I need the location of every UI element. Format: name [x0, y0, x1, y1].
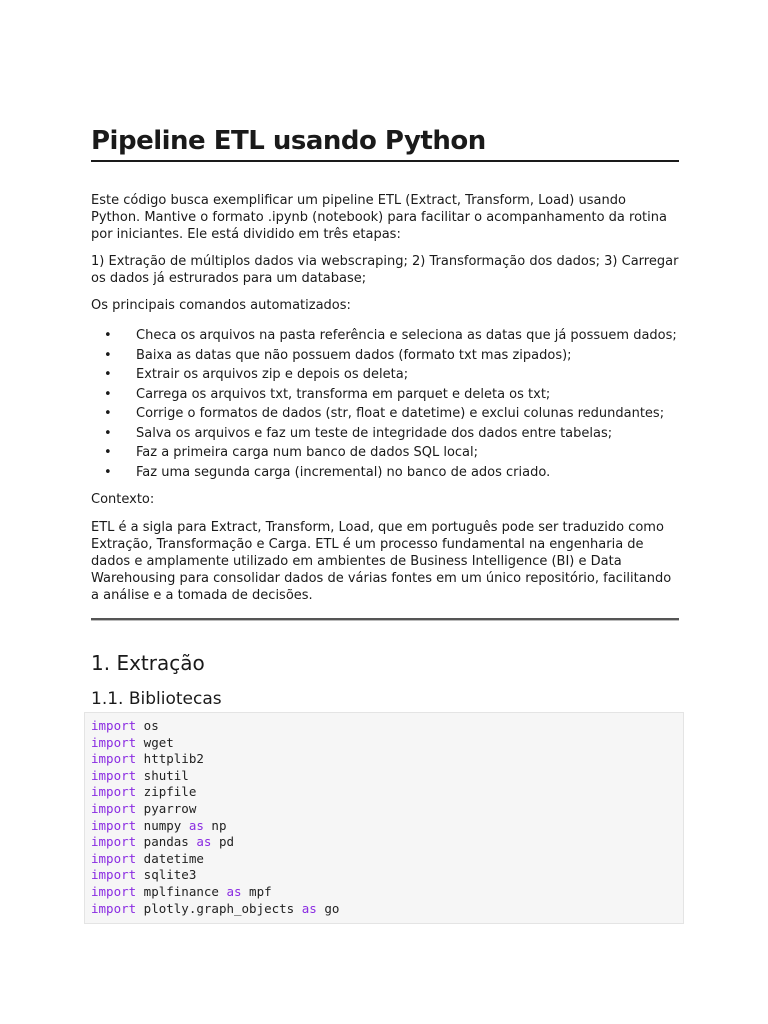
intro-paragraph: Este código busca exemplificar um pipeline ETL (Extract, Transform, Load) usando Python. Mantive o formato .ipynb (notebook) para facilitar o acompanhamento da rotina por iniciantes. Ele está dividido em três etapas: [91, 193, 667, 242]
code-line: import sqlite3 [91, 867, 197, 883]
code-line: import pyarrow [91, 800, 197, 816]
code-line: import httplib2 [91, 751, 204, 767]
code-line: import numpy as np [91, 817, 227, 833]
code-line: import wget [91, 734, 174, 750]
bullet-icon: • [104, 347, 112, 363]
code-line: import pandas as pd [91, 834, 235, 850]
commands-list [91, 326, 679, 482]
code-cell[interactable] [84, 712, 684, 924]
list-item: • Carrega os arquivos txt, transforma em parquet e deleta os txt; [91, 385, 679, 405]
bullet-icon: • [104, 367, 112, 382]
commands-lead: Os principais comandos automatizados: [91, 298, 351, 313]
list-item: • Faz uma segunda carga (incremental) no banco de ados criado. [91, 463, 679, 483]
list-item: • Checa os arquivos na pasta referência e seleciona as datas que já possuem dados; [91, 326, 679, 346]
section-divider [91, 618, 679, 620]
list-item: • Extrair os arquivos zip e depois os deleta; [91, 365, 679, 385]
context-label: Contexto: [91, 492, 155, 507]
list-item: • Corrige o formatos de dados (str, float e datetime) e exclui colunas redundantes; [91, 404, 679, 424]
notebook-page [91, 124, 679, 710]
context-paragraph: ETL é a sigla para Extract, Transform, Load, que em português pode ser traduzido como Extração, Transformação e Carga. ETL é um processo fundamental na engenharia de dados e amplamente utilizado em ambientes de Business Intelligence (BI) e Data Warehousing para consolidar dados de várias fontes em um único repositório, facilitando a análise e a tomada de decisões. [91, 520, 672, 603]
subsection-heading: 1.1. Bibliotecas [91, 689, 222, 709]
bullet-icon: • [104, 386, 112, 402]
code-line: import shutil [91, 767, 189, 783]
bullet-icon: • [104, 406, 112, 421]
code-line: import os [91, 718, 159, 733]
bullet-icon: • [104, 445, 112, 460]
list-item: • Baixa as datas que não possuem dados (formato txt mas zipados); [91, 346, 679, 366]
code-line: import plotly.graph_objects as go [91, 900, 340, 916]
page-title: Pipeline ETL usando Python [91, 124, 679, 162]
list-item: • Salva os arquivos e faz um teste de integridade dos dados entre tabelas; [91, 424, 679, 444]
section-heading: 1. Extração [91, 651, 205, 675]
bullet-icon: • [104, 328, 112, 343]
code-line: import zipfile [91, 784, 197, 800]
bullet-icon: • [104, 464, 112, 480]
steps-paragraph: 1) Extração de múltiplos dados via webscraping; 2) Transformação dos dados; 3) Carregar os dados já estrurados para um database; [91, 254, 679, 286]
bullet-icon: • [104, 425, 112, 441]
list-item: • Faz a primeira carga num banco de dados SQL local; [91, 443, 679, 463]
code-line: import mplfinance as mpf [91, 883, 272, 899]
code-line: import datetime [91, 850, 204, 866]
